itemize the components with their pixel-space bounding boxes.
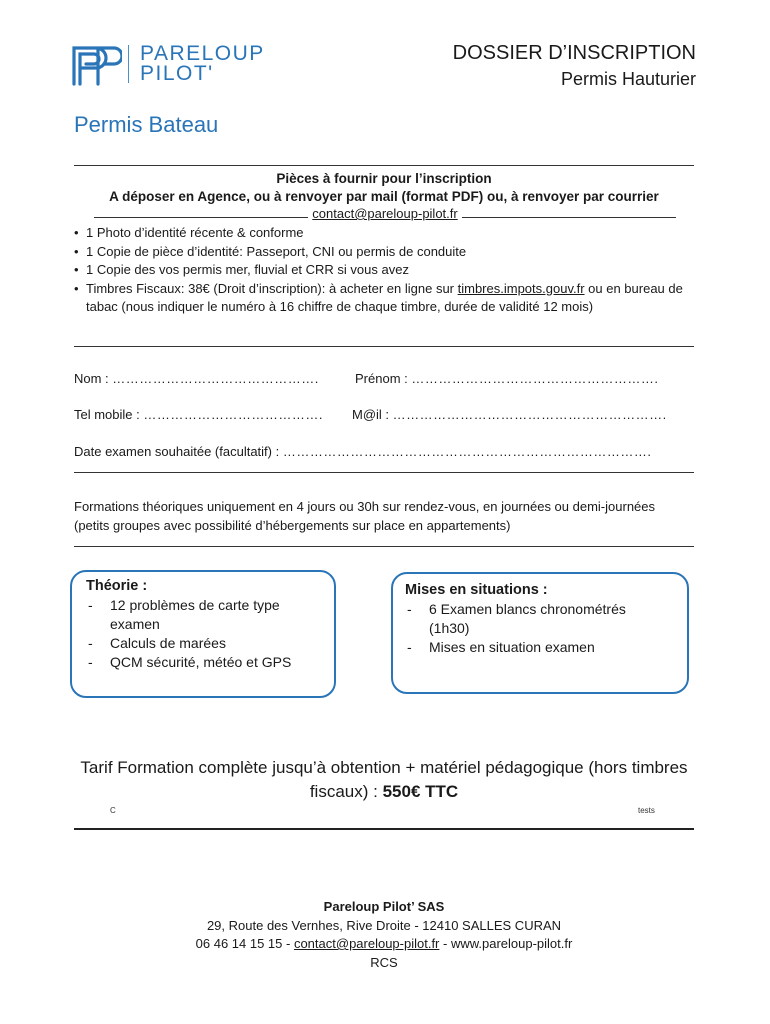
footer-website: - www.pareloup-pilot.fr [439,936,573,951]
tarif-price: 550€ TTC [382,782,459,801]
situations-box [391,572,689,694]
tarif-description: Tarif Formation complète jusqu’à obtention + matériel pédagogique (hors timbres fiscaux) : [80,758,688,801]
timbres-link[interactable]: timbres.impots.gouv.fr [457,280,585,296]
divider [74,828,694,830]
brand-line-1: PARELOUP [140,42,265,65]
list-item: - Calculs de marées [86,634,334,653]
pieces-heading: Pièces à fournir pour l’inscription [276,171,492,186]
formations-text: Formations théoriques uniquement en 4 jours ou 30h sur rendez-vous, en journées ou demi-journées (petits groupes avec possibilité d’hébergements sur place en appartements) [74,499,656,533]
footer-address: 29, Route des Vernhes, Rive Droite - 12410 SALLES CURAN [206,918,562,933]
footer-rcs: RCS [370,955,398,970]
page-title: Permis Bateau [74,112,219,137]
footer-email-link[interactable]: contact@pareloup-pilot.fr [293,936,440,951]
date-field[interactable] [74,444,651,459]
situations-list [405,600,687,657]
underline-left [94,217,308,218]
brand-line-2: PILOT' [140,62,214,85]
list-item: • 1 Copie des vos permis mer, fluvial et CRR si vous avez [74,261,689,280]
mail-field[interactable] [352,407,667,422]
nom-field[interactable] [74,371,319,386]
mail-label: M@il : [352,407,393,422]
logo-separator [128,45,129,83]
timbres-suffix: ou en bureau de tabac (nous indiquer le numéro à 16 chiffre de chaque timbre, durée de validité 12 mois) [86,280,683,314]
date-label: Date examen souhaitée (facultatif) : [74,444,283,459]
pareloup-logo-icon [70,42,122,86]
date-dots: ………………………………………………………………………. [282,444,652,459]
divider [74,546,694,547]
list-item: - Mises en situation examen [405,638,687,657]
contact-email-line [94,206,676,221]
divider [74,346,694,347]
footer-company: Pareloup Pilot’ SAS [323,899,445,914]
mail-dots: ……………………………………………………. [392,407,667,422]
footer-contact [74,936,694,951]
brand-name [140,44,265,84]
list-item-timbres [74,280,689,317]
list-item: - QCM sécurité, météo et GPS [86,653,334,672]
prenom-dots: ………………………………………………. [411,371,659,386]
underline-right [462,217,676,218]
situations-title: Mises en situations : [405,582,548,598]
document-title: DOSSIER D’INSCRIPTION [452,42,696,64]
tel-label: Tel mobile : [74,407,144,422]
divider [74,472,694,473]
document-subtitle: Permis Hauturier [560,69,696,89]
tarif-text [74,756,694,804]
nom-label: Nom : [74,371,113,386]
tarif-fragment-left: C [110,806,116,815]
divider [74,165,694,166]
theorie-box [70,570,336,698]
tel-field[interactable] [74,407,323,422]
prenom-label: Prénom : [355,371,412,386]
theorie-title: Théorie : [86,578,148,594]
contact-email-link[interactable]: contact@pareloup-pilot.fr [312,206,458,221]
list-item: • 1 Copie de pièce d’identité: Passeport, CNI ou permis de conduite [74,243,689,262]
theorie-list [86,596,334,672]
list-item: - 6 Examen blancs chronométrés (1h30) [405,600,659,638]
requirements-list [74,224,689,317]
tel-dots: …………………………………. [143,407,323,422]
nom-dots: ………………………………………. [112,371,319,386]
timbres-prefix: Timbres Fiscaux: 38€ (Droit d’inscription): à acheter en ligne sur [86,280,458,296]
list-item: - 12 problèmes de carte type examen [86,596,310,634]
tarif-fragment-right: tests [638,806,655,815]
list-item: • 1 Photo d’identité récente & conforme [74,224,689,243]
pieces-subheading: A déposer en Agence, ou à renvoyer par mail (format PDF) ou, à renvoyer par courrier [109,189,659,204]
footer-phone: 06 46 14 15 15 - [195,936,294,951]
prenom-field[interactable] [355,371,658,386]
